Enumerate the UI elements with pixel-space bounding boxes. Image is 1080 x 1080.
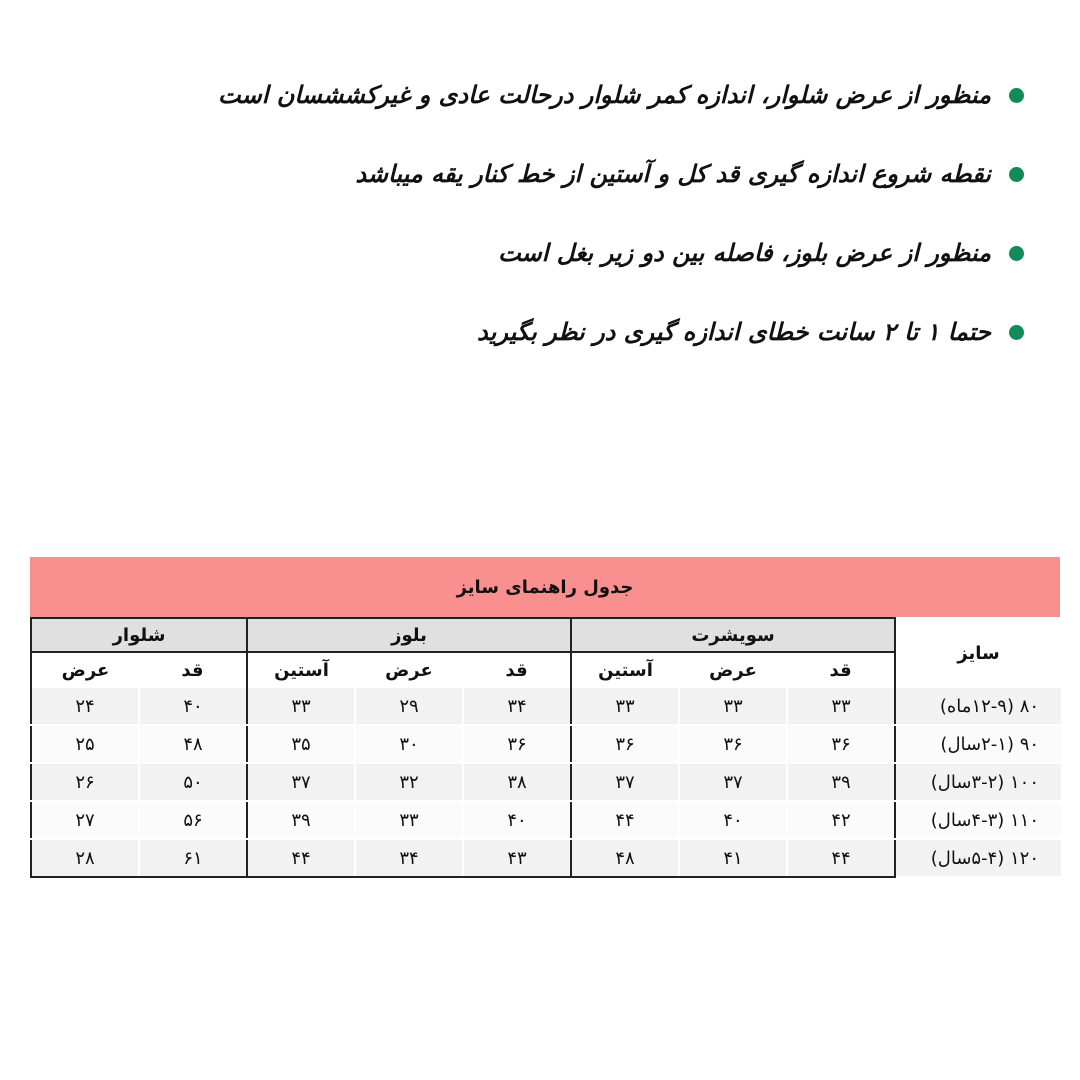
table-title: جدول راهنمای سایز (30, 557, 1060, 617)
cell-blouse-length: ۳۸ (463, 763, 571, 801)
col-blouse-width: عرض (355, 652, 463, 688)
cell-blouse-width: ۳۴ (355, 839, 463, 877)
cell-blouse-length: ۳۴ (463, 688, 571, 725)
cell-sweat-width: ۴۱ (679, 839, 787, 877)
col-sweat-sleeve: آستین (571, 652, 679, 688)
cell-pants-width: ۲۷ (31, 801, 139, 839)
col-blouse-sleeve: آستین (247, 652, 355, 688)
cell-blouse-sleeve: ۳۵ (247, 725, 355, 763)
cell-size: ۸۰ (۱۲-۹ماه) (895, 688, 1061, 725)
cell-size: ۱۱۰ (۴-۳سال) (895, 801, 1061, 839)
group-pants: شلوار (31, 618, 247, 652)
col-sweat-length: قد (787, 652, 895, 688)
table-row (31, 725, 1061, 763)
cell-sweat-width: ۳۷ (679, 763, 787, 801)
note-item (124, 309, 1024, 355)
cell-sweat-width: ۴۰ (679, 801, 787, 839)
cell-blouse-length: ۴۳ (463, 839, 571, 877)
cell-size: ۱۲۰ (۵-۴سال) (895, 839, 1061, 877)
cell-pants-length: ۵۰ (139, 763, 247, 801)
note-item (124, 72, 1024, 118)
cell-sweat-length: ۴۲ (787, 801, 895, 839)
cell-sweat-sleeve: ۴۸ (571, 839, 679, 877)
cell-sweat-sleeve: ۳۶ (571, 725, 679, 763)
table-row (31, 801, 1061, 839)
cell-blouse-width: ۳۰ (355, 725, 463, 763)
size-guide (30, 557, 1060, 878)
cell-sweat-width: ۳۳ (679, 688, 787, 725)
group-sweatshirt: سویشرت (571, 618, 895, 652)
cell-sweat-length: ۳۶ (787, 725, 895, 763)
cell-pants-width: ۲۴ (31, 688, 139, 725)
col-pants-width: عرض (31, 652, 139, 688)
cell-blouse-sleeve: ۳۳ (247, 688, 355, 725)
cell-blouse-length: ۳۶ (463, 725, 571, 763)
table-row (31, 688, 1061, 725)
cell-pants-width: ۲۶ (31, 763, 139, 801)
cell-sweat-length: ۳۳ (787, 688, 895, 725)
cell-pants-width: ۲۸ (31, 839, 139, 877)
cell-sweat-sleeve: ۴۴ (571, 801, 679, 839)
cell-blouse-sleeve: ۳۹ (247, 801, 355, 839)
cell-sweat-length: ۴۴ (787, 839, 895, 877)
cell-sweat-width: ۳۶ (679, 725, 787, 763)
cell-pants-length: ۴۸ (139, 725, 247, 763)
note-text: نقطه شروع اندازه گیری قد کل و آستین از خط کنار یقه میباشد (355, 160, 991, 188)
note-text: حتما ۱ تا ۲ سانت خطای اندازه گیری در نظر بگیرید (477, 318, 991, 346)
cell-blouse-sleeve: ۳۷ (247, 763, 355, 801)
table-row (31, 839, 1061, 877)
cell-size: ۱۰۰ (۳-۲سال) (895, 763, 1061, 801)
bullet-icon (1009, 325, 1024, 340)
cell-size: ۹۰ (۲-۱سال) (895, 725, 1061, 763)
cell-sweat-sleeve: ۳۷ (571, 763, 679, 801)
col-blouse-length: قد (463, 652, 571, 688)
cell-blouse-sleeve: ۴۴ (247, 839, 355, 877)
note-text: منظور از عرض بلوز، فاصله بین دو زیر بغل است (498, 239, 991, 267)
note-item (124, 230, 1024, 276)
table-row (31, 763, 1061, 801)
cell-blouse-width: ۲۹ (355, 688, 463, 725)
cell-pants-length: ۴۰ (139, 688, 247, 725)
note-item (124, 151, 1024, 197)
bullet-icon (1009, 246, 1024, 261)
cell-pants-width: ۲۵ (31, 725, 139, 763)
size-table (30, 617, 1061, 878)
cell-pants-length: ۵۶ (139, 801, 247, 839)
cell-sweat-sleeve: ۳۳ (571, 688, 679, 725)
cell-sweat-length: ۳۹ (787, 763, 895, 801)
note-text: منظور از عرض شلوار، اندازه کمر شلوار درحالت عادی و غیرکششسان است (218, 81, 991, 109)
cell-blouse-length: ۴۰ (463, 801, 571, 839)
cell-blouse-width: ۳۲ (355, 763, 463, 801)
size-column-header: سایز (895, 618, 1061, 688)
group-header-row (31, 618, 1061, 652)
cell-blouse-width: ۳۳ (355, 801, 463, 839)
bullet-icon (1009, 88, 1024, 103)
group-blouse: بلوز (247, 618, 571, 652)
cell-pants-length: ۶۱ (139, 839, 247, 877)
col-pants-length: قد (139, 652, 247, 688)
bullet-icon (1009, 167, 1024, 182)
col-sweat-width: عرض (679, 652, 787, 688)
measurement-notes (124, 72, 1024, 388)
